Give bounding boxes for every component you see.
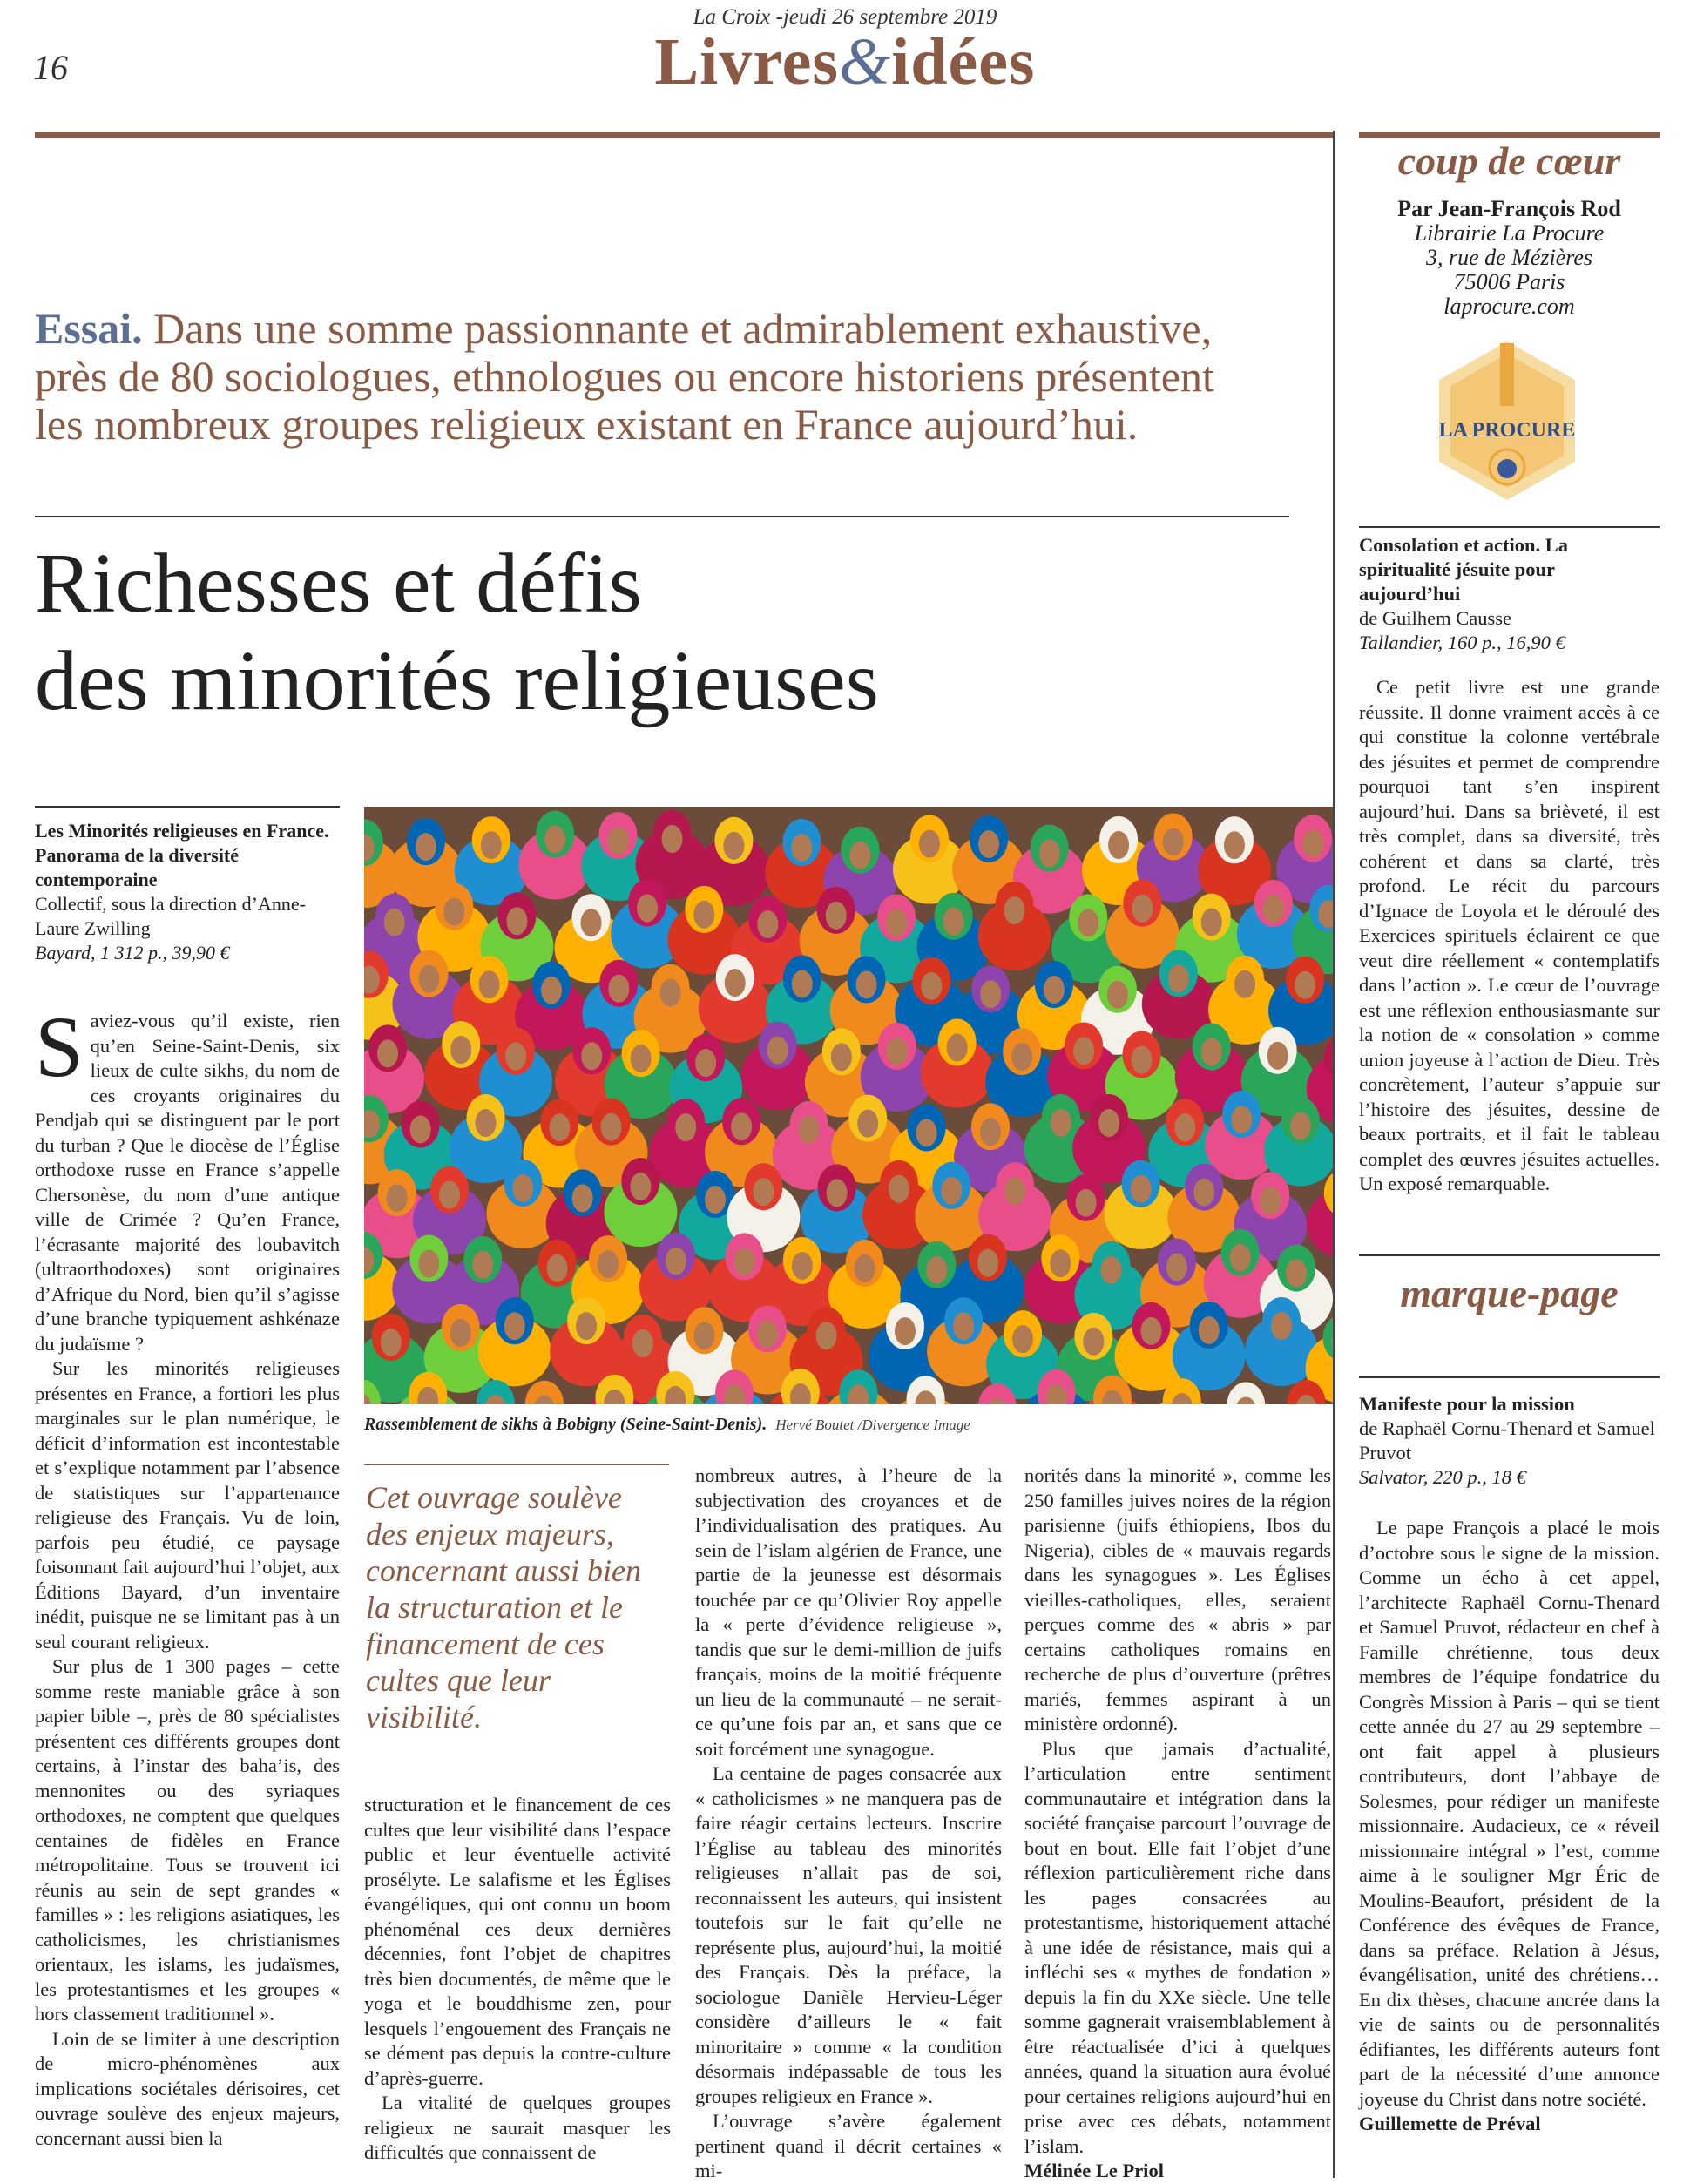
crowd-face [1302, 829, 1323, 857]
crowd-face [631, 1045, 652, 1072]
drop-cap: S [35, 1011, 84, 1084]
crowd-face [1132, 1046, 1153, 1074]
crowd-face [827, 1179, 848, 1207]
crowd-face [887, 1038, 908, 1065]
sidebar-book-1 [1359, 533, 1660, 655]
bookshop-city: 75006 Paris [1359, 270, 1660, 294]
paragraph: Ce petit livre est une grande réussite. Il donne vraiment accès à ce qui constitue la colonne vertébrale des jésuites et permet de comprendre pourquoi tant s’en inspirent aujourd’hui. Dans sa brièveté, il est très complet, dans sa diversité, très cohérent et dans sa clarté, très profond. Le récit du parcours d’Ignace de Loyola et le déroulé des Exercices spirituels éclairent ce que veut dire réellement « contemplatifs dans l’action ». Le cœur de l’ouvrage est une réflexion enthousiasmante sur la notion de « consolation » comme union joyeuse à l’action de Dieu. Très concrètement, l’auteur s’appuie sur l’histoire des jésuites, dessine de beaux portraits, et il fait le tableau complet des œuvres jésuites actuelles. Un exposé remarquable. [1359, 675, 1660, 1197]
crowd-face [479, 970, 500, 998]
crowd-face [791, 834, 812, 862]
crowd-face [387, 1184, 408, 1212]
photo-caption [364, 1415, 1333, 1435]
book2-publisher: Salvator, 220 p., 18 € [1359, 1465, 1660, 1490]
crowd-face [943, 908, 964, 936]
crowd-face [816, 1322, 837, 1349]
crowd-face [1166, 1254, 1187, 1281]
crowd-face [576, 1312, 597, 1340]
coup-de-coeur-heading: coup de cœur [1359, 138, 1660, 184]
crowd-face [1230, 1244, 1251, 1272]
crowd-face [694, 1322, 715, 1349]
crowd-face [926, 1256, 947, 1284]
sidebar-book-2 [1359, 1392, 1660, 1490]
crowd-face [1073, 1037, 1094, 1065]
crowd-face [731, 1112, 752, 1140]
book-ref-rule [35, 806, 340, 808]
crowd-face [855, 1254, 875, 1282]
pull-quote-rule [364, 1464, 669, 1465]
crowd-face [1131, 1175, 1152, 1203]
crowd-face [753, 1178, 774, 1206]
article-headline [35, 535, 1307, 730]
article-lead [35, 305, 1254, 449]
paragraph: La vitalité de quelques groupes religieux ne saurait masquer les difficultés que connaissent de [364, 2091, 671, 2166]
crowd-face [549, 1113, 570, 1141]
crowd-face [1268, 1042, 1288, 1070]
crowd-face [1201, 909, 1222, 936]
sidebar-rule [1359, 526, 1660, 528]
headline-line-2: des minorités religieuses [35, 632, 1307, 730]
bookshop-address: 3, rue de Mézières [1359, 246, 1660, 270]
crowd-face [733, 1248, 754, 1275]
crowd-face [826, 902, 847, 930]
article-photo [364, 807, 1333, 1404]
crowd-face [1083, 1328, 1104, 1356]
sidebar-rule [1359, 1254, 1660, 1256]
crowd-face [921, 972, 942, 1000]
crowd-face [598, 1250, 619, 1278]
crowd-face [547, 1254, 568, 1282]
crowd-face [1163, 828, 1184, 855]
crowd-face [601, 1113, 622, 1141]
crowd-face [541, 977, 562, 1004]
section-title [0, 24, 1690, 100]
bookshop-website: laprocure.com [1359, 294, 1660, 319]
crowd-face [895, 1317, 916, 1345]
crowd-face [1168, 965, 1189, 993]
crowd-face [977, 1249, 998, 1277]
article-column-3 [695, 1464, 1002, 2184]
bookshop-name: Librairie La Procure [1359, 221, 1660, 246]
crowd-face [1231, 1106, 1252, 1133]
crowd-face [476, 1109, 497, 1137]
crowd-face [916, 1119, 937, 1146]
photo-credit: Hervé Boutet /Divergence Image [775, 1417, 970, 1433]
paragraph [35, 1009, 340, 1356]
column-divider [1333, 131, 1335, 2178]
crowd-face [450, 1319, 471, 1347]
reviewer-block [1359, 197, 1660, 319]
lead-text: Dans une somme passionnante et admirablement exhaustive, près de 80 sociologues, ethnologues ou encore historiens présentent les nombreux groupes religieux existant en France aujourd’hui. [35, 304, 1214, 449]
crowd-face [1039, 840, 1060, 868]
crowd-face [1132, 895, 1153, 923]
crowd-face [581, 909, 602, 936]
crowd-face [831, 1043, 852, 1071]
crowd-face [767, 1037, 788, 1065]
crowd-face [978, 830, 999, 858]
reviewer-name: Par Jean-François Rod [1359, 197, 1660, 221]
paragraph: norités dans la minorité », comme les 250 familles juives noires de la région parisienne (juifs éthiopiens, Ibos du Nigeria), cibles de « mauvais regards dans les synagogues ». Les Églises vieilles-catholiques, elles, seraient perçues comme des « abris » par certains catholiques romains en recherche de plus d’ouverture (prêtres mariés, femmes aspirant à un ministère ordonné). [1024, 1464, 1331, 1737]
book2-title: Manifeste pour la mission [1359, 1392, 1660, 1417]
crowd-face [1012, 1325, 1033, 1353]
crowd-face [1199, 1316, 1220, 1344]
book1-publisher: Tallandier, 160 p., 16,90 € [1359, 631, 1660, 655]
book-authors: Collectif, sous la direction d’Anne-Laure Zwilling [35, 892, 348, 941]
crowd-face [1004, 896, 1024, 924]
paragraph: structuration et le financement de ces cultes que leur visibilité dans l’espace public et leur éventuelle activité prosélyte. Le salafisme et les Églises évangéliques, qui ont connu un boom phénoménal ces deux dernières décennies, font l’objet de chapitres très bien documentés, de même que le yoga et le bouddhisme zen, pour lesquels l’engouement des Français ne se dément pas depuis la contre-culture d’après-guerre. [364, 1793, 671, 2091]
crowd-face [443, 898, 464, 926]
crowd-face [1224, 831, 1245, 859]
crowd-face [1004, 1177, 1025, 1205]
book-publisher: Bayard, 1 312 p., 39,90 € [35, 941, 348, 965]
crowd-face [1286, 1260, 1307, 1288]
crowd-face [637, 894, 658, 922]
crowd-face [450, 1036, 471, 1064]
crowd-face [1174, 1113, 1195, 1141]
crowd-face [572, 1184, 593, 1212]
crowd-face [980, 1118, 1001, 1146]
crowd-face [1107, 981, 1128, 1009]
crowd-face [662, 825, 683, 853]
crowd-face [723, 832, 744, 860]
crowd-face [856, 970, 877, 998]
crowd-face [1234, 970, 1255, 998]
crowd-face [799, 1116, 820, 1144]
crowd-face [1098, 1109, 1119, 1137]
paragraph: Plus que jamais d’actualité, l’articulation entre sentiment communautaire et intégration dans la société française parcourt l’ouvrage de bout en bout. Elle fait l’objet d’une réflexion particulièrement riche dans les pages consacrées au protestantisme, historiquement attaché à une idée de résistance, mais qui a infléchi ses « mythes de fondation » depuis la fin du XXe siècle. Une telle somme gagnerait vraisemblablement à être réactualisée d’ici à quelques années, quand la situation aura évolué pour certaines religions aujourd’hui en prise avec ces débats, notamment l’islam. [1024, 1737, 1331, 2160]
section-title-ampersand: & [839, 25, 891, 98]
crowd-face [695, 1049, 716, 1077]
crowd-face [1051, 1109, 1071, 1137]
sidebar-rule [1359, 1376, 1660, 1378]
crowd-face [757, 1320, 778, 1348]
crowd-face [1078, 909, 1098, 936]
crowd-face [384, 909, 405, 936]
crowd-face [544, 826, 565, 854]
crowd-face [1295, 971, 1315, 999]
crowd-face [1011, 1043, 1032, 1071]
book1-review [1359, 675, 1660, 1197]
crowd-face [1044, 976, 1065, 1004]
article-author: Mélinée Le Priol [1024, 2159, 1331, 2184]
book-title: Les Minorités religieuses en France. Panorama de la diversité contemporaine [35, 819, 348, 892]
crowd-face [377, 1039, 398, 1067]
crowd-face [889, 1175, 909, 1203]
article-column-4 [1024, 1464, 1331, 2184]
crowd-face [1100, 1256, 1121, 1284]
book2-author: de Raphaël Cornu-Thenard et Samuel Pruvot [1359, 1417, 1660, 1465]
crowd-face [505, 1043, 526, 1071]
crowd-face [941, 1177, 962, 1205]
crowd-face [504, 1312, 525, 1340]
article-column-1 [35, 1009, 340, 2151]
crowd-face [581, 1042, 602, 1070]
paragraph: Loin de se limiter à une description de micro-phénomènes aux implications sociétales dérisoires, cet ouvrage soulève des enjeux majeurs, concernant aussi bien la [35, 2027, 340, 2152]
crowd-face [512, 1174, 533, 1202]
headline-line-1: Richesses et défis [35, 535, 1307, 632]
paragraph: La centaine de pages consacrée aux « catholicismes » ne manquera pas de faire réagir certains lecteurs. Inscrire l’Église au tableau des minorités religieuses n’allait pas de soi, reconnaissent les auteurs, qui insistent toutefois sur le fait qu’elle ne représente plus, aujourd’hui, la moitié des Français. Dès la préface, la sociologue Danièle Hervieu-Léger considère d’ailleurs le « fait minoritaire » comme « la condition désormais indépassable de tous les groupes religieux en France ». [695, 1761, 1002, 2109]
crowd-face [608, 975, 629, 1003]
lead-tag: Essai. [35, 304, 143, 353]
la-procure-logo [1429, 338, 1585, 504]
crowd-face [849, 842, 870, 869]
crowd-face [506, 907, 527, 935]
paragraph-text: aviez-vous qu’il existe, rien qu’en Seine-Saint-Denis, six lieux de culte sikhs, du nom de ces croyants originaires du Pendjab qui se distinguent par le port du turban ? Que le diocèse de l’Église orthodoxe russe en France s’appelle Chersonèse, du nom d’une antique ville de Crimée ? Qu’en France, l’écrasante majorité des loubavitch (ultraorthodoxes) sont originaires d’Afrique du Nord, bien qu’il s’agisse d’une branche typiquement ashkénaze du judaïsme ? [35, 1010, 340, 1355]
crowd-face [675, 1113, 696, 1141]
crowd-face [980, 980, 1001, 1008]
crowd-face [792, 1252, 813, 1280]
crowd-face [416, 833, 436, 861]
crowd-face [1108, 831, 1129, 859]
crowd-face [418, 965, 439, 993]
crowd-face [705, 1186, 726, 1214]
crowd-face [410, 1115, 431, 1143]
crowd-face [1263, 895, 1284, 923]
crowd-face [418, 1250, 439, 1278]
crowd-illustration [364, 807, 1333, 1404]
crowd-face [607, 827, 628, 855]
crowd-face [792, 970, 813, 998]
crowd-face [725, 969, 746, 997]
article-column-2 [364, 1793, 671, 2166]
book-reference [35, 819, 348, 965]
paragraph: Sur les minorités religieuses présentes en France, a fortiori les plus marginales sur le plan numérique, le déficit d’information est incontestable et s’explique notamment par l’absence de statistiques sur l’appartenance religieuse des Français. Vu de loin, parfois peu étudié, ce paysage foisonnant fait aujourd’hui l’objet, aux Éditions Bayard, d’un inventaire inédit, puisque ne se limitant pas à un seul courant religieux. [35, 1356, 340, 1654]
header-rule [35, 132, 1333, 138]
paragraph: L’ouvrage s’avère également pertinent quand il décrit certaines « mi- [695, 2109, 1002, 2184]
crowd-face [1260, 1187, 1281, 1214]
crowd-face [666, 1248, 686, 1275]
crowd-face [953, 1312, 974, 1340]
crowd-face [381, 1329, 402, 1356]
crowd-face [1076, 1189, 1097, 1217]
paragraph: Le pape François a placé le mois d’octobre sous le signe de la mission. Comme un écho à cet appel, l’architecte Raphaël Cornu-Thenard et Samuel Pruvot, rédacteur en chef à Famille chrétienne, tous deux membres de l’équipe fondatrice du Congrès Mission à Paris – qui se tient cette année du 27 au 29 septembre – ont fait appel à plusieurs contributeurs, dont l’abbaye de Solesmes, pour rédiger un manifeste missionnaire. Audacieux, ce « réveil missionnaire intégral » l’est, comme aime à le souligner Mgr Éric de Moulins-Beaufort, président de la Conférence des évêques de France, dans sa préface. Relation à Jésus, évangélisation, unité des chrétiens… En dix thèses, chacune ancrée dans la vie de saints ou de personnalités édifiantes, les différents auteurs font part de la nécessité d’une annonce joyeuse du Christ dans notre société. [1359, 1516, 1660, 2112]
section-title-livres: Livres [654, 25, 838, 98]
book1-title: Consolation et action. La spiritualité jésuite pour aujourd’hui [1359, 533, 1660, 606]
crowd-face [857, 1110, 878, 1138]
crowd-face [1290, 1112, 1311, 1139]
section-title-idees: idées [891, 25, 1035, 98]
caption-text: Rassemblement de sikhs à Bobigny (Seine-Saint-Denis). [364, 1415, 767, 1434]
book2-review [1359, 1516, 1660, 2137]
marque-page-heading: marque-page [1359, 1270, 1660, 1316]
book1-author: de Guilhem Causse [1359, 606, 1660, 631]
pull-quote: Cet ouvrage soulève des enjeux majeurs, concernant aussi bien la structuration et le financement de ces cultes que leur visibilité. [366, 1479, 666, 1735]
crowd-face [1140, 1317, 1161, 1345]
page-number: 16 [33, 47, 68, 88]
paragraph: nombreux autres, à l’heure de la subjectivation des croyances et de l’individualisation des pratiques. Au sein de l’islam algérien de France, une partie de la jeunesse est désormais touchée par ce qu’Olivier Roy appelle la « perte d’évidence religieuse », tandis que sur le demi-million de juifs français, moins de la moitié fréquente un lieu de la communauté – ne serait-ce qu’une fois par an, et sans que ce soit forcément une synagogue. [695, 1464, 1002, 1761]
crowd-face [1201, 1038, 1222, 1066]
paragraph: Sur plus de 1 300 pages – cette somme reste maniable grâce à son papier bible –, près de 80 spécialistes présentent ces différents groupes dont certains, à l’instar des baha’is, des mennonites ou des syriaques orthodoxes, ne comptent que quelques centaines de fidèles en France métropolitaine. Tous se trouvent ici réunis au sein de sept grandes « familles » : les religions asiatiques, les catholicismes, les christianismes orientaux, les islams, les judaïsmes, les protestantismes et les groupes « hors classement traditionnel ». [35, 1654, 340, 2027]
lead-rule [35, 516, 1289, 517]
crowd-face [630, 1173, 651, 1200]
crowd-face [1271, 1312, 1292, 1340]
logo-text: LA PROCURE [1439, 419, 1576, 442]
crowd-face [919, 830, 940, 858]
crowd-face [439, 1181, 460, 1209]
crowd-face [947, 1034, 968, 1062]
crowd-face [886, 909, 907, 936]
issue-date: La Croix -jeudi 26 septembre 2019 [0, 5, 1690, 30]
crowd-face [693, 901, 714, 929]
crowd-face [632, 1329, 653, 1357]
crowd-face [757, 910, 778, 938]
crowd-face [1050, 1249, 1071, 1277]
crowd-face [481, 831, 502, 859]
review-author: Guillemette de Préval [1359, 2112, 1660, 2137]
crowd-face [660, 979, 681, 1007]
crowd-face [1193, 1179, 1214, 1207]
crowd-face [472, 1251, 493, 1279]
